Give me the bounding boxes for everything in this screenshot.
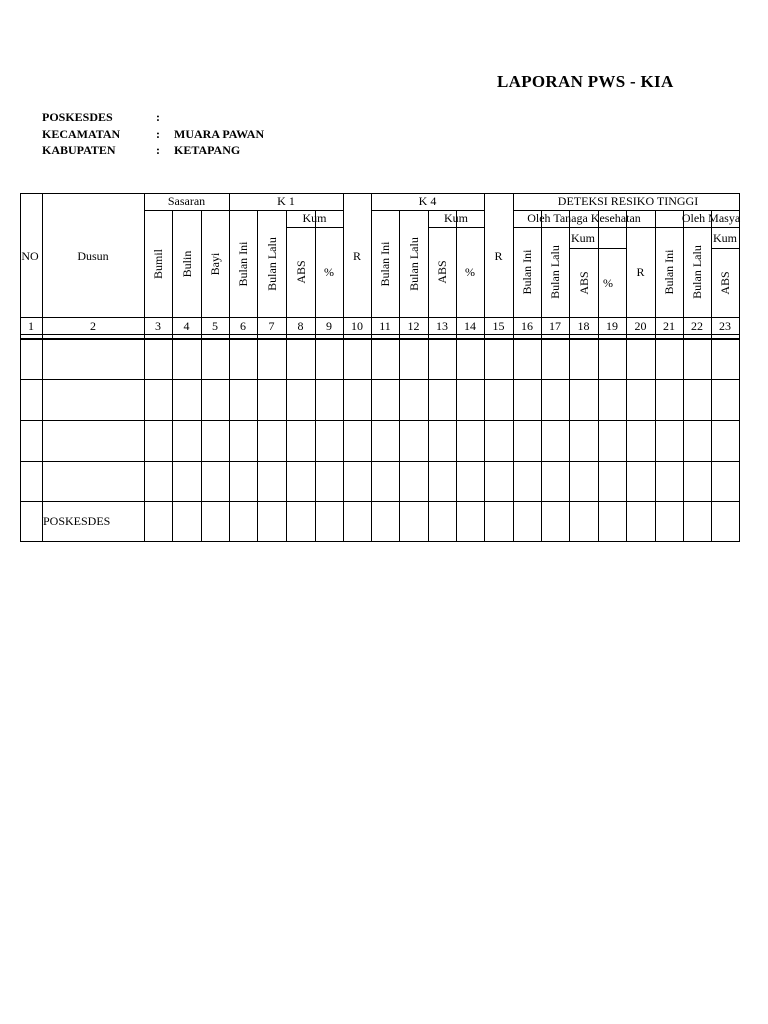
column-line — [371, 193, 372, 542]
field-value-kecamatan: MUARA PAWAN — [174, 127, 265, 141]
body-row-line — [20, 501, 740, 502]
field-value-kabupaten: KETAPANG — [174, 143, 241, 157]
header-k4: K 4 — [418, 194, 437, 208]
column-number: 10 — [351, 319, 363, 333]
column-number: 8 — [297, 319, 304, 333]
column-number: 12 — [407, 319, 420, 333]
column-line — [257, 210, 258, 542]
header-k1-r: R — [352, 249, 362, 263]
column-line — [315, 227, 316, 542]
column-number: 4 — [183, 319, 190, 333]
header-det-kum: Kum — [571, 231, 595, 245]
column-line — [456, 227, 457, 542]
column-line — [144, 193, 145, 542]
header-k1-pct: % — [324, 265, 334, 279]
column-line — [541, 210, 542, 542]
column-number: 18 — [577, 319, 590, 333]
column-number: 20 — [634, 319, 647, 333]
header-bulin: Bulin — [179, 250, 194, 278]
header-k1-kum: Kum — [302, 211, 327, 225]
column-line — [711, 210, 712, 542]
column-number: 14 — [464, 319, 476, 333]
column-number: 11 — [379, 319, 391, 333]
field-sep: : — [156, 143, 160, 157]
header-oleh-nakes: Oleh Tanaga Kesehatan — [527, 211, 641, 225]
header-no: NO — [21, 249, 39, 263]
header-bottom-line — [20, 317, 740, 318]
column-line — [172, 210, 173, 542]
column-number: 23 — [719, 319, 731, 333]
report-title: LAPORAN PWS - KIA — [497, 72, 674, 91]
column-number: 17 — [549, 319, 561, 333]
column-line — [569, 210, 570, 542]
column-number: 9 — [326, 319, 332, 333]
column-number: 3 — [155, 319, 161, 333]
number-row-line — [20, 334, 740, 335]
column-line — [343, 193, 344, 542]
header-det-bulan-lalu: Bulan Lalu — [548, 245, 562, 299]
column-line — [626, 210, 627, 542]
header-k4-bulan-ini: Bulan Ini — [378, 241, 392, 287]
header-masy-bulan-ini: Bulan Ini — [662, 249, 676, 295]
field-sep: : — [156, 110, 160, 124]
column-number: 22 — [691, 319, 703, 333]
column-line — [20, 193, 21, 542]
header-bumil: Bumil — [151, 248, 165, 280]
header-k1-bulan-lalu: Bulan Lalu — [264, 237, 279, 291]
field-label-poskesdes: POSKESDES — [42, 110, 113, 124]
column-number: 16 — [521, 319, 533, 333]
header-k4-r: R — [494, 249, 503, 263]
header-bayi: Bayi — [208, 252, 222, 276]
column-line — [513, 193, 514, 542]
body-row-line — [20, 379, 740, 380]
header-sasaran: Sasaran — [167, 194, 206, 208]
header-masy-bulan-lalu: Bulan Lalu — [690, 245, 704, 299]
column-line — [229, 193, 230, 542]
header-deteksi: DETEKSI RESIKO TINGGI — [557, 194, 699, 208]
header-masy-abs: ABS — [718, 271, 732, 295]
header-det-pct: % — [603, 276, 613, 290]
header-det-bulan-ini: Bulan Ini — [520, 249, 534, 295]
header-masy-kum: Kum — [713, 231, 737, 245]
column-number: 7 — [268, 319, 275, 333]
body-row-line — [20, 420, 740, 421]
field-label-kabupaten: KABUPATEN — [42, 143, 116, 157]
table-bottom-border — [20, 541, 740, 542]
column-line — [42, 193, 43, 542]
header-k4-abs: ABS — [435, 260, 449, 284]
field-sep: : — [156, 127, 160, 141]
column-line — [683, 210, 684, 542]
column-line — [428, 210, 429, 542]
column-line — [286, 210, 287, 542]
column-number: 19 — [606, 319, 618, 333]
header-k4-bulan-lalu: Bulan Lalu — [406, 237, 421, 291]
column-number: 6 — [240, 319, 246, 333]
column-line — [655, 210, 656, 542]
header-row-line — [711, 248, 740, 249]
column-line — [484, 193, 485, 542]
field-label-kecamatan: KECAMATAN — [42, 127, 121, 141]
column-number: 5 — [212, 319, 218, 333]
column-line — [739, 193, 740, 542]
column-number: 1 — [28, 319, 34, 333]
header-det-abs: ABS — [576, 271, 591, 295]
body-row-line — [20, 461, 740, 462]
column-line — [598, 227, 599, 542]
header-k4-kum: Kum — [444, 211, 468, 225]
header-det-r: R — [636, 265, 645, 279]
header-k4-pct: % — [465, 265, 475, 279]
column-number: 13 — [436, 319, 448, 333]
double-rule-line — [20, 338, 740, 340]
row-dusun-name: POSKESDES — [43, 514, 111, 528]
header-oleh-masy: Oleh Masya — [681, 211, 741, 225]
column-line — [201, 210, 202, 542]
header-k1: K 1 — [277, 194, 295, 208]
column-number: 21 — [663, 319, 675, 333]
column-number: 2 — [90, 319, 96, 333]
header-dusun: Dusun — [77, 249, 109, 263]
column-number: 15 — [492, 319, 505, 333]
column-line — [399, 210, 400, 542]
header-k1-bulan-ini: Bulan Ini — [236, 241, 250, 287]
header-k1-abs: ABS — [293, 260, 308, 284]
